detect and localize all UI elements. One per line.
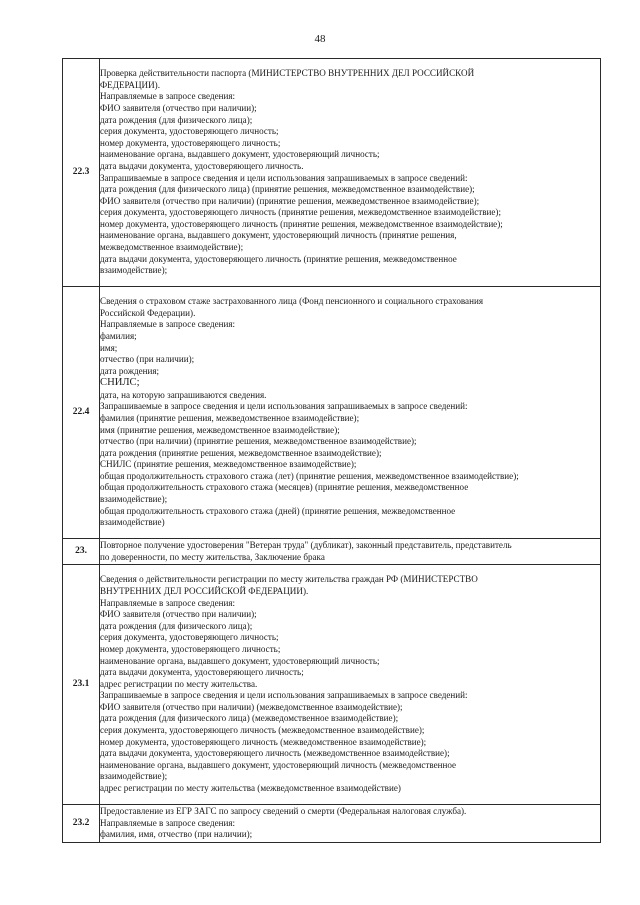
content-line: отчество (при наличии); [100, 354, 195, 365]
content-line: Повторное получение удостоверения "Ветеран труда" (дубликат), законный представитель, представитель [100, 539, 512, 550]
row-number: 23.2 [63, 805, 100, 843]
content-line: имя; [100, 342, 118, 353]
content-line: серия документа, удостоверяющего личность (межведомственное взаимодействие); [100, 725, 425, 736]
content-line: номер документа, удостоверяющего личность; [100, 137, 281, 148]
content-line: фамилия (принятие решения, межведомственное взаимодействие); [100, 412, 360, 423]
content-line: дата рождения (для физического лица); [100, 620, 253, 631]
content-line: межведомственное взаимодействие); [100, 242, 244, 253]
content-line: Сведения о действительности регистрации по месту жительства граждан РФ (МИНИСТЕРСТВО [100, 574, 478, 585]
row-content [100, 287, 601, 539]
table-row [63, 287, 601, 539]
table-row [63, 539, 601, 565]
content-line: по доверенности, по месту жительства, Заключение брака [100, 551, 325, 562]
content-line: номер документа, удостоверяющего личность (межведомственное взаимодействие); [100, 736, 427, 747]
row-content [100, 805, 601, 843]
content-line: общая продолжительность страхового стажа (месяцев) (принятие решения, межведомственное [100, 482, 469, 493]
row-number: 22.4 [63, 287, 100, 539]
content-line: дата рождения (для физического лица) (принятие решения, межведомственное взаимодействие); [100, 184, 475, 195]
content-line: наименование органа, выдавшего документ, удостоверяющий личность; [100, 655, 380, 666]
requests-table-body [63, 59, 601, 843]
content-line: дата выдачи документа, удостоверяющего личность (принятие решения, межведомственное [100, 253, 457, 264]
content-line: имя (принятие решения, межведомственное взаимодействие); [100, 424, 340, 435]
row-content [100, 539, 601, 565]
requests-table [62, 58, 601, 843]
content-line: ФИО заявителя (отчество при наличии); [100, 609, 257, 620]
content-line: серия документа, удостоверяющего личность; [100, 632, 279, 643]
content-line: отчество (при наличии) (принятие решения, межведомственное взаимодействие); [100, 436, 417, 447]
content-line: СНИЛС (принятие решения, межведомственное взаимодействие); [100, 459, 357, 470]
content-line: наименование органа, выдавшего документ, удостоверяющий личность; [100, 149, 380, 160]
content-line: ФИО заявителя (отчество при наличии) (межведомственное взаимодействие); [100, 701, 403, 712]
content-line: общая продолжительность страхового стажа (лет) (принятие решения, межведомственное взаимодействие); [100, 470, 519, 481]
content-line: фамилия; [100, 330, 137, 341]
row-content [100, 565, 601, 805]
content-line: адрес регистрации по месту жительства (межведомственное взаимодействие) [100, 783, 401, 794]
content-line: взаимодействие) [100, 517, 165, 528]
content-line: Запрашиваемые в запросе сведения и цели использования запрашиваемых в запросе сведений: [100, 401, 468, 412]
row-number: 22.3 [63, 59, 100, 287]
content-line: наименование органа, выдавшего документ, удостоверяющий личность (межведомственное [100, 759, 457, 770]
table-row [63, 805, 601, 843]
content-line: дата рождения (для физического лица); [100, 114, 253, 125]
content-line: взаимодействие); [100, 771, 168, 782]
row-number: 23. [63, 539, 100, 565]
content-line: Запрашиваемые в запросе сведения и цели использования запрашиваемых в запросе сведений: [100, 690, 468, 701]
row-content [100, 59, 601, 287]
content-line: дата, на которую запрашиваются сведения. [100, 389, 267, 400]
content-line: общая продолжительность страхового стажа (дней) (принятие решения, межведомственное [100, 505, 456, 516]
table-row [63, 565, 601, 805]
content-line: Направляемые в запросе сведения: [100, 597, 236, 608]
content-line: дата выдачи документа, удостоверяющего личность; [100, 667, 304, 678]
content-line: Направляемые в запросе сведения: [100, 817, 236, 828]
content-line: Направляемые в запросе сведения: [100, 91, 236, 102]
table-row [63, 59, 601, 287]
content-line: ФИО заявителя (отчество при наличии) (принятие решения, межведомственное взаимодействие); [100, 195, 480, 206]
content-line: наименование органа, выдавшего документ, удостоверяющий личность (принятие решения, [100, 230, 457, 241]
content-line: Проверка действительности паспорта (МИНИСТЕРСТВО ВНУТРЕННИХ ДЕЛ РОССИЙСКОЙ [100, 68, 475, 79]
row-number: 23.1 [63, 565, 100, 805]
content-line: дата выдачи документа, удостоверяющего личность (межведомственное взаимодействие); [100, 748, 450, 759]
content-line: дата рождения (для физического лица) (межведомственное взаимодействие); [100, 713, 399, 724]
content-line: ФИО заявителя (отчество при наличии); [100, 102, 257, 113]
content-line: Российской Федерации). [100, 307, 196, 318]
content-line: адрес регистрации по месту жительства. [100, 678, 258, 689]
content-line: ФЕДЕРАЦИИ). [100, 79, 160, 90]
content-line: Сведения о страховом стаже застрахованного лица (Фонд пенсионного и социального страхования [100, 296, 484, 307]
content-line: Предоставление из ЕГР ЗАГС по запросу сведений о смерти (Федеральная налоговая служба). [100, 806, 467, 817]
content-line: дата рождения; [100, 365, 160, 376]
content-line: серия документа, удостоверяющего личность; [100, 126, 279, 137]
content-line: взаимодействие); [100, 494, 168, 505]
content-line: взаимодействие); [100, 265, 168, 276]
content-line: дата выдачи документа, удостоверяющего личность. [100, 160, 304, 171]
content-line: СНИЛС; [100, 377, 140, 389]
content-line: дата рождения (принятие решения, межведомственное взаимодействие); [100, 447, 382, 458]
content-line: номер документа, удостоверяющего личность; [100, 643, 281, 654]
content-line: фамилия, имя, отчество (при наличии); [100, 829, 253, 840]
page-number: 48 [314, 33, 326, 45]
content-line: ВНУТРЕННИХ ДЕЛ РОССИЙСКОЙ ФЕДЕРАЦИИ). [100, 585, 309, 596]
content-line: Запрашиваемые в запросе сведения и цели использования запрашиваемых в запросе сведений: [100, 172, 468, 183]
content-line: Направляемые в запросе сведения: [100, 319, 236, 330]
content-line: номер документа, удостоверяющего личность (принятие решения, межведомственное взаимодействие); [100, 218, 503, 229]
content-line: серия документа, удостоверяющего личность (принятие решения, межведомственное взаимодействие); [100, 207, 501, 218]
